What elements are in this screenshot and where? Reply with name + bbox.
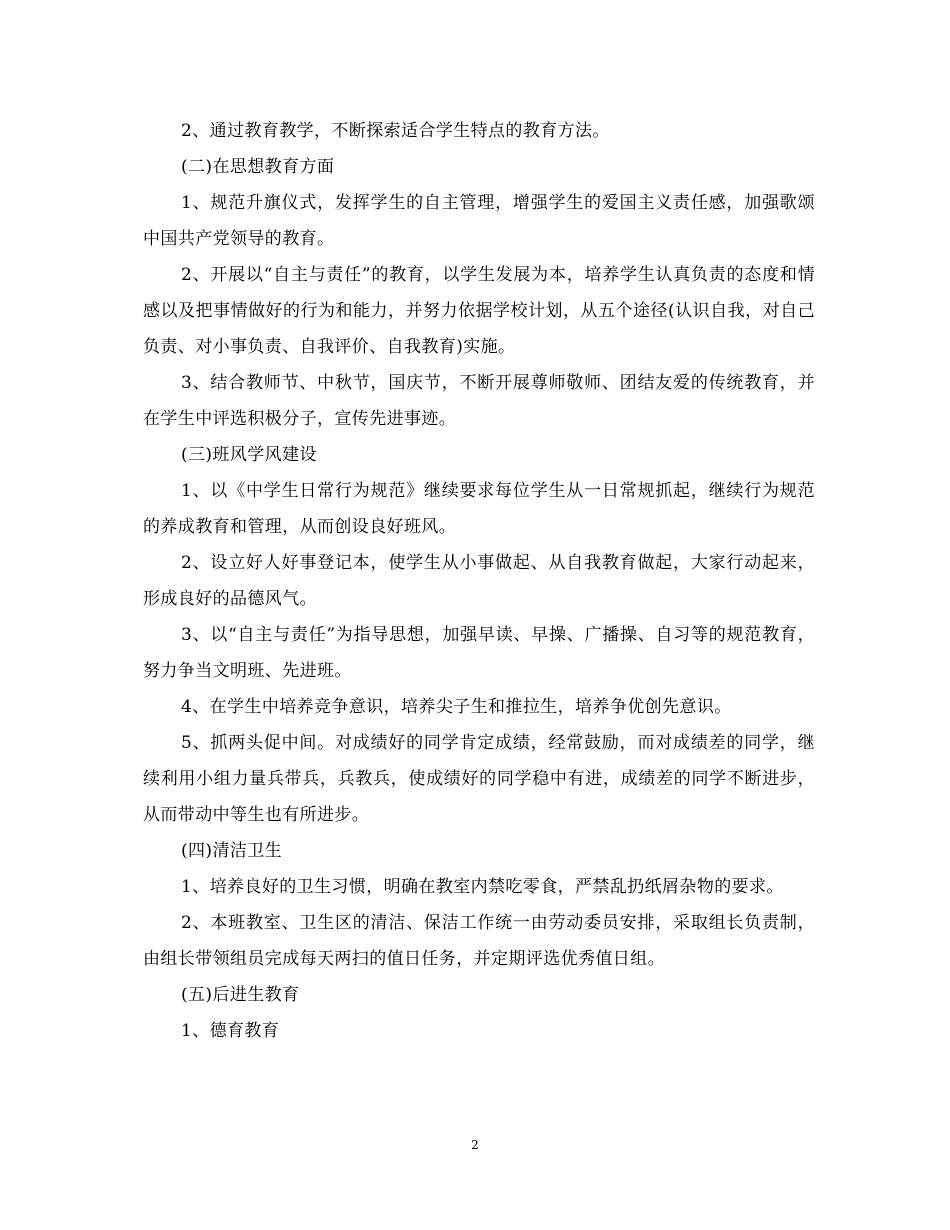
paragraph-4-1: 1、培养良好的卫生习惯，明确在教室内禁吃零食，严禁乱扔纸屑杂物的要求。 [181, 877, 784, 897]
paragraph-4-2: 2、本班教室、卫生区的清洁、保洁工作统一由劳动委员安排，采取组长负责制，由组长带领组员完成每天两扫的值日任务，并定期评选优秀值日组。 [143, 913, 815, 969]
section-heading-3: (三)班风学风建设 [181, 445, 317, 465]
page-number: 2 [471, 1138, 479, 1152]
paragraph-3-5: 5、抓两头促中间。对成绩好的同学肯定成绩，经常鼓励，而对成绩差的同学，继续利用小组力量兵带兵，兵教兵，使成绩好的同学稳中有进，成绩差的同学不断进步，从而带动中等生也有所进步。 [143, 733, 815, 825]
section-heading-2: (二)在思想教育方面 [181, 157, 335, 177]
paragraph-2-1: 1、规范升旗仪式，发挥学生的自主管理，增强学生的爱国主义责任感，加强歌颂中国共产党领导的教育。 [143, 193, 815, 249]
document-body [143, 113, 815, 1049]
section-heading-5: (五)后进生教育 [181, 985, 300, 1005]
section-heading-4: (四)清洁卫生 [181, 841, 283, 861]
paragraph-5-1: 1、德育教育 [181, 1021, 280, 1041]
paragraph-3-1: 1、以《中学生日常行为规范》继续要求每位学生从一日常规抓起，继续行为规范的养成教育和管理，从而创设良好班风。 [143, 481, 815, 537]
paragraph-3-2: 2、设立好人好事登记本，使学生从小事做起、从自我教育做起，大家行动起来，形成良好的品德风气。 [143, 553, 815, 609]
paragraph-1: 2、通过教育教学，不断探索适合学生特点的教育方法。 [181, 121, 610, 141]
paragraph-3-3: 3、以“自主与责任”为指导思想，加强早读、早操、广播操、自习等的规范教育，努力争当文明班、先进班。 [143, 625, 815, 681]
paragraph-3-4: 4、在学生中培养竞争意识，培养尖子生和推拉生，培养争优创先意识。 [181, 697, 732, 717]
paragraph-2-2: 2、开展以“自主与责任”的教育，以学生发展为本，培养学生认真负责的态度和情感以及把事情做好的行为和能力，并努力依据学校计划，从五个途径(认识自我，对自己负责、对小事负责、自我评价、自我教育)实施。 [143, 265, 815, 357]
paragraph-2-3: 3、结合教师节、中秋节，国庆节，不断开展尊师敬师、团结友爱的传统教育，并在学生中评选积极分子，宣传先进事迹。 [143, 373, 815, 429]
